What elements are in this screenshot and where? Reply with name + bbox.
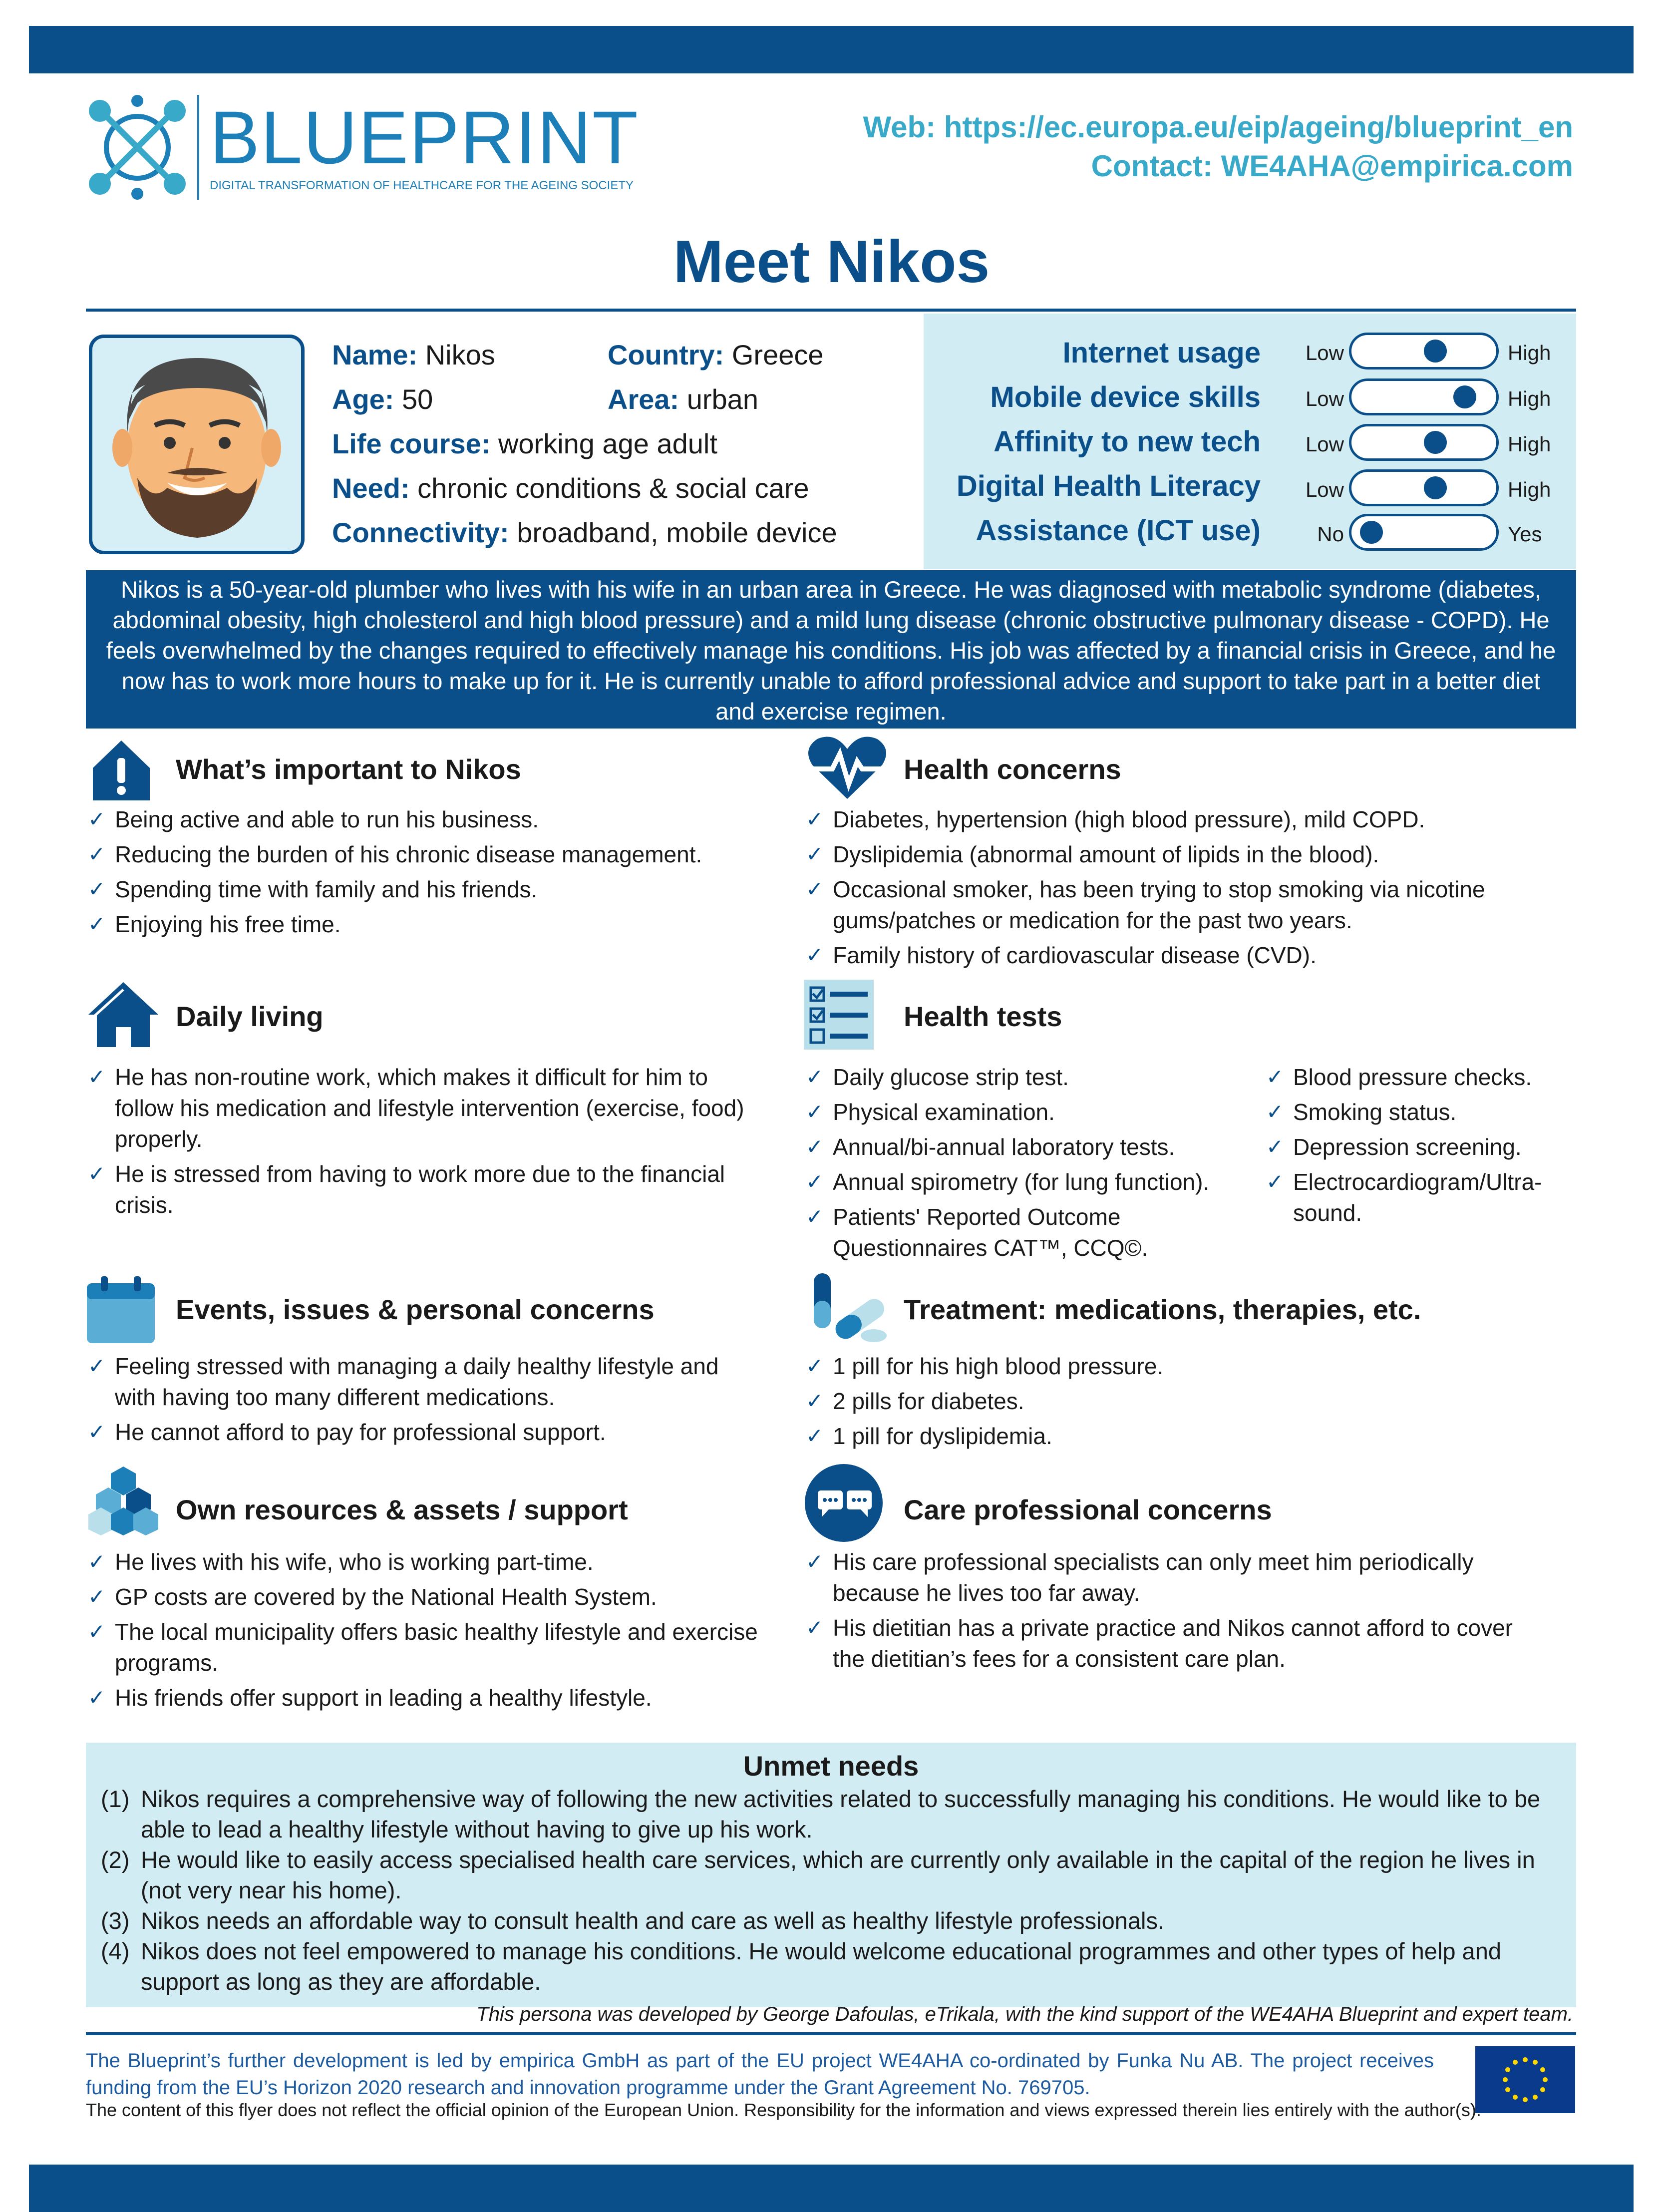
list-item: ✓ 1 pill for his high blood pressure. [804, 1351, 1523, 1382]
list-item: ✓ He is stressed from having to work more due to the financial crisis. [86, 1158, 765, 1220]
unmet-need-number: (2) [101, 1846, 130, 1873]
slider-knob[interactable] [1424, 340, 1447, 363]
title-rule [86, 309, 1576, 312]
slider-knob[interactable] [1424, 431, 1447, 454]
list-item: ✓ Annual/bi-annual laboratory tests. [804, 1131, 1263, 1162]
profile-country [608, 339, 824, 371]
unmet-need-number: (4) [101, 1938, 130, 1964]
profile-connectivity [332, 516, 837, 549]
list-item: ✓ Smoking status. [1264, 1097, 1584, 1127]
list-item: ✓ Spending time with family and his friends. [86, 874, 785, 905]
profile-life-course [332, 427, 717, 460]
trait-label-literacy: Digital Health Literacy [956, 470, 1261, 502]
profile-area [608, 383, 758, 415]
list-item: ✓ His dietitian has a private practice and Nikos cannot afford to cover the dietitian’s fees for a consistent care plan. [804, 1612, 1523, 1674]
list-item: ✓ Daily glucose strip test. [804, 1062, 1263, 1093]
list-tests-left [804, 1062, 1263, 1267]
profile-need [332, 472, 809, 504]
trait-high-internet: High [1508, 341, 1551, 365]
unmet-need-item [101, 1905, 1561, 1936]
trait-high-affinity: High [1508, 432, 1551, 456]
persona-credit: This persona was developed by George Dafoulas, eTrikala, with the kind support of the WE4AHA Blueprint and expert team. [476, 2003, 1573, 2025]
slider-knob[interactable] [1453, 385, 1476, 408]
list-item: ✓ Diabetes, hypertension (high blood pressure), mild COPD. [804, 804, 1523, 835]
trait-low-affinity: Low [1305, 432, 1344, 456]
logo-divider [197, 95, 199, 200]
list-item: ✓ Blood pressure checks. [1264, 1062, 1584, 1093]
cubes-icon [86, 1466, 161, 1535]
list-care [804, 1546, 1523, 1678]
list-item: ✓ Family history of cardiovascular disease (CVD). [804, 940, 1523, 971]
trait-low-internet: Low [1305, 341, 1344, 365]
slider-literacy[interactable] [1349, 469, 1499, 506]
chat-bubbles-icon [804, 1463, 884, 1543]
list-concerns [804, 804, 1523, 975]
section-title-concerns: Health concerns [904, 753, 1121, 785]
list-item: ✓ Reducing the burden of his chronic disease management. [86, 839, 785, 870]
unmet-need-number: (3) [101, 1907, 130, 1934]
top-banner [29, 26, 1634, 73]
name-label: Name: [332, 339, 418, 370]
house-icon [86, 980, 161, 1050]
footer-rule [86, 2032, 1576, 2035]
list-item: ✓ Patients' Reported Outcome Questionnaires CAT™, CCQ©. [804, 1201, 1263, 1263]
trait-high-assistance: Yes [1508, 522, 1542, 546]
list-item: ✓ Depression screening. [1264, 1131, 1584, 1162]
page-title: Meet Nikos [673, 228, 990, 295]
area-label: Area: [608, 383, 679, 415]
area-value: urban [686, 383, 758, 415]
logo-subtitle: DIGITAL TRANSFORMATION OF HEALTHCARE FOR THE AGEING SOCIETY [210, 179, 634, 192]
list-important [86, 804, 785, 944]
calendar-icon [86, 1274, 156, 1344]
unmet-need-text: Nikos does not feel empowered to manage his conditions. He would welcome educational programmes and other types of help and support as long as they are affordable. [141, 1938, 1501, 1995]
trait-low-literacy: Low [1305, 478, 1344, 501]
list-item: ✓ He lives with his wife, who is working part-time. [86, 1546, 765, 1577]
list-item: ✓ His care professional specialists can only meet him periodically because he lives too far away. [804, 1546, 1523, 1608]
list-item: ✓ Electrocardiogram/Ultra-sound. [1264, 1166, 1584, 1228]
unmet-need-text: He would like to easily access specialised health care services, which are currently only available in the capital of the region he lives in (not very near his home). [141, 1846, 1535, 1903]
list-resources [86, 1546, 765, 1717]
exclamation-icon [89, 738, 154, 803]
list-treatment [804, 1351, 1523, 1456]
bottom-banner [29, 2165, 1634, 2212]
list-tests-right [1264, 1062, 1584, 1232]
list-item: ✓ His friends offer support in leading a healthy lifestyle. [86, 1682, 765, 1713]
section-title-events: Events, issues & personal concerns [176, 1294, 655, 1325]
blueprint-logo [85, 95, 639, 200]
trait-label-affinity: Affinity to new tech [994, 425, 1261, 458]
trait-label-internet: Internet usage [1062, 337, 1261, 369]
pills-icon [804, 1273, 889, 1343]
funding-text: The Blueprint’s further development is led by empirica GmbH as part of the EU project WE4AHA co-ordinated by Funka Nu AB. The project receives funding from the EU’s Horizon 2020 research and innovation programme under the Grant Agreement No. 769705. [86, 2050, 1434, 2099]
list-item: ✓ 2 pills for diabetes. [804, 1386, 1523, 1417]
list-item: ✓ Physical examination. [804, 1097, 1263, 1127]
list-item: ✓ Annual spirometry (for lung function). [804, 1166, 1263, 1197]
list-item: ✓ 1 pill for dyslipidemia. [804, 1421, 1523, 1452]
life-course-value: working age adult [498, 428, 717, 459]
checklist-icon [804, 980, 874, 1050]
trait-high-literacy: High [1508, 478, 1551, 501]
slider-internet[interactable] [1349, 333, 1499, 369]
profile-name [332, 339, 495, 371]
section-title-resources: Own resources & assets / support [176, 1494, 628, 1525]
trait-low-mobile: Low [1305, 387, 1344, 410]
section-title-daily: Daily living [176, 1001, 324, 1032]
trait-label-assistance: Assistance (ICT use) [976, 514, 1261, 547]
slider-assistance[interactable] [1349, 514, 1499, 551]
slider-mobile[interactable] [1349, 378, 1499, 415]
unmet-need-number: (1) [101, 1786, 130, 1812]
list-item: ✓ He cannot afford to pay for professional support. [86, 1417, 765, 1448]
country-label: Country: [608, 339, 724, 370]
list-item: ✓ Being active and able to run his business. [86, 804, 785, 835]
trait-low-assistance: No [1317, 522, 1344, 546]
logo-title: BLUEPRINT [210, 95, 639, 179]
connectivity-label: Connectivity: [332, 517, 509, 548]
list-item: ✓ He has non-routine work, which makes it difficult for him to follow his medication and lifestyle intervention (exercise, food) properly. [86, 1062, 765, 1154]
slider-knob[interactable] [1424, 476, 1447, 499]
summary-text: Nikos is a 50-year-old plumber who lives with his wife in an urban area in Greece. He was diagnosed with metabolic syndrome (diabetes, abdominal obesity, high cholesterol and high blood pressure) and a mild lung disease (chronic obstructive pulmonary disease - COPD). He feels overwhelmed by the changes required to effectively manage his conditions. His job was affected by a financial crisis in Greece, and he now has to work more hours to make up for it. He is currently unable to afford professional advice and support to take part in a better diet and exercise regimen. [106, 576, 1556, 725]
unmet-need-item [101, 1936, 1561, 1997]
nikos-face-icon [92, 338, 301, 551]
logo-mark-icon [85, 95, 190, 200]
unmet-need-text: Nikos requires a comprehensive way of following the new activities related to successfully managing his conditions. He would like to be able to lead a healthy lifestyle without having to give up his work. [141, 1786, 1541, 1843]
section-title-tests: Health tests [904, 1001, 1062, 1032]
trait-high-mobile: High [1508, 387, 1551, 410]
section-title-care: Care professional concerns [904, 1494, 1272, 1525]
unmet-need-item [101, 1784, 1561, 1844]
slider-knob[interactable] [1360, 521, 1383, 544]
list-events [86, 1351, 765, 1452]
need-value: chronic conditions & social care [417, 472, 809, 504]
unmet-needs-title: Unmet needs [743, 1750, 919, 1782]
list-item: ✓ GP costs are covered by the National Health System. [86, 1581, 765, 1612]
slider-affinity[interactable] [1349, 424, 1499, 461]
name-value: Nikos [425, 339, 495, 370]
disclaimer-text: The content of this flyer does not reflect the official opinion of the European Union. Responsibility for the information and views expressed therein lies entirely with the author(s). [86, 2100, 1481, 2120]
section-title-treatment: Treatment: medications, therapies, etc. [904, 1294, 1421, 1325]
unmet-needs-list [101, 1784, 1561, 1997]
age-value: 50 [402, 383, 433, 415]
list-daily [86, 1062, 765, 1224]
country-value: Greece [731, 339, 824, 370]
list-item: ✓ Enjoying his free time. [86, 909, 785, 940]
heart-pulse-icon [805, 734, 890, 804]
section-title-important: What’s important to Nikos [176, 753, 521, 785]
list-item: ✓ Feeling stressed with managing a daily healthy lifestyle and with having too many different medications. [86, 1351, 765, 1413]
contact-email[interactable]: Contact: WE4AHA@empirica.com [1091, 149, 1573, 183]
connectivity-value: broadband, mobile device [517, 517, 837, 548]
unmet-need-item [101, 1844, 1561, 1905]
trait-label-mobile: Mobile device skills [990, 381, 1261, 413]
need-label: Need: [332, 472, 410, 504]
summary-box [86, 570, 1576, 729]
life-course-label: Life course: [332, 428, 491, 459]
age-label: Age: [332, 383, 394, 415]
unmet-needs-box [86, 1743, 1576, 2007]
profile-age [332, 383, 433, 415]
list-item: ✓ The local municipality offers basic healthy lifestyle and exercise programs. [86, 1616, 765, 1678]
avatar [89, 335, 305, 554]
list-item: ✓ Dyslipidemia (abnormal amount of lipids in the blood). [804, 839, 1523, 870]
web-link[interactable]: Web: https://ec.europa.eu/eip/ageing/blueprint_en [863, 110, 1573, 144]
list-item: ✓ Occasional smoker, has been trying to stop smoking via nicotine gums/patches or medication for the past two years. [804, 874, 1523, 936]
unmet-need-text: Nikos needs an affordable way to consult health and care as well as healthy lifestyle professionals. [141, 1907, 1165, 1934]
